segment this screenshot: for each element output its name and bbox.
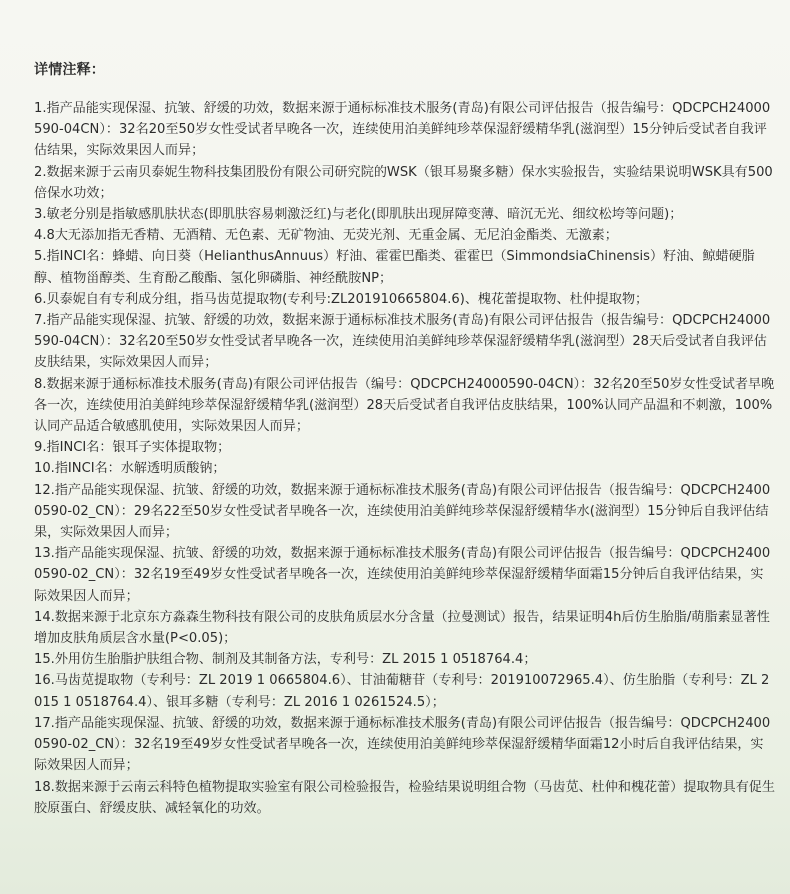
page-heading: 详情注释： xyxy=(34,62,105,78)
note-item: 13.指产品能实现保湿、抗皱、舒缓的功效，数据来源于通标标准技术服务(青岛)有限公司评估报告（报告编号：QDCPCH24000590-02_CN）：32名19至49岁女性受试者早晚各一次，连续使用泊美鲜纯珍萃保湿舒缓精华面霜15分钟后自我评估结果，实际效果因人而异； xyxy=(34,546,771,604)
note-item: 3.敏老分别是指敏感肌肤状态(即肌肤容易刺激泛红)与老化(即肌肤出现屏障变薄、暗沉无光、细纹松垮等问题)； xyxy=(34,207,683,223)
note-item: 1.指产品能实现保湿、抗皱、舒缓的功效，数据来源于通标标准技术服务(青岛)有限公司评估报告（报告编号：QDCPCH24000590-04CN）：32名20至50岁女性受试者早晚各一次，连续使用泊美鲜纯珍萃保湿舒缓精华乳(滋润型）15分钟后受试者自我评估结果，实际效果因人而异； xyxy=(34,101,771,159)
note-item: 15.外用仿生胎脂护肤组合物、制剂及其制备方法，专利号：ZL 2015 1 0518764.4； xyxy=(34,652,537,668)
note-item: 14.数据来源于北京东方淼森生物科技有限公司的皮肤角质层水分含量（拉曼测试）报告，结果证明4h后仿生胎脂/萌脂素显著性增加皮肤角质层含水量(P<0.05)； xyxy=(34,609,770,647)
note-item: 8.数据来源于通标标准技术服务(青岛)有限公司评估报告（编号：QDCPCH24000590-04CN）：32名20至50岁女性受试者早晚各一次，连续使用泊美鲜纯珍萃保湿舒缓精华乳(滋润型）28天后受试者自我评估皮肤结果，100%认同产品温和不刺激，100%认同产品适合敏感肌使用，实际效果因人而异； xyxy=(34,376,775,435)
note-item: 12.指产品能实现保湿、抗皱、舒缓的功效，数据来源于通标标准技术服务(青岛)有限公司评估报告（报告编号：QDCPCH24000590-02_CN）：29名22至50岁女性受试者早晚各一次，连续使用泊美鲜纯珍萃保湿舒缓精华水(滋润型）15分钟后自我评估结果，实际效果因人而异； xyxy=(34,482,771,541)
note-item: 10.指INCI名：水解透明质酸钠； xyxy=(34,461,226,477)
note-item: 17.指产品能实现保湿、抗皱、舒缓的功效，数据来源于通标标准技术服务(青岛)有限公司评估报告（报告编号：QDCPCH24000590-02_CN）：32名19至49岁女性受试者早晚各一次，连续使用泊美鲜纯珍萃保湿舒缓精华面霜12小时后自我评估结果，实际效果因人而异； xyxy=(34,715,771,774)
note-item: 9.指INCI名：银耳子实体提取物； xyxy=(34,440,231,456)
note-item: 16.马齿苋提取物（专利号：ZL 2019 1 0665804.6）、甘油葡糖苷（专利号：201910072965.4）、仿生胎脂（专利号：ZL 2015 1 0518764.4）、银耳多糖（专利号：ZL 2016 1 0261524.5）； xyxy=(34,673,770,710)
note-item: 18.数据来源于云南云科特色植物提取实验室有限公司检验报告，检验结果说明组合物（马齿苋、杜仲和槐花蕾）提取物具有促生胶原蛋白、舒缓皮肤、减轻氧化的功效。 xyxy=(34,779,775,816)
note-item: 4.8大无添加指无香精、无酒精、无色素、无矿物油、无荧光剂、无重金属、无尼泊金酯类、无激素； xyxy=(34,228,618,244)
note-item: 6.贝泰妮自有专利成分组，指马齿苋提取物(专利号:ZL201910665804.6)、槐花蕾提取物、杜仲提取物； xyxy=(34,291,649,307)
note-item: 7.指产品能实现保湿、抗皱、舒缓的功效，数据来源于通标标准技术服务(青岛)有限公司评估报告（报告编号：QDCPCH24000590-04CN）：32名20至50岁女性受试者早晚各一次，连续使用泊美鲜纯珍萃保湿舒缓精华乳(滋润型）28天后受试者自我评估皮肤结果，实际效果因人而异； xyxy=(34,313,771,371)
note-item: 2.数据来源于云南贝泰妮生物科技集团股份有限公司研究院的WSK（银耳易聚多糖）保水实验报告，实验结果说明WSK具有500倍保水功效； xyxy=(34,164,773,201)
notes-list xyxy=(34,98,776,819)
note-item: 5.指INCI名：蜂蜡、向日葵（HelianthusAnnuus）籽油、霍霍巴酯类、霍霍巴（SimmondsiaChinensis）籽油、鲸蜡硬脂醇、植物甾醇类、生育酚乙酸酯、氢化卵磷脂、神经酰胺NP； xyxy=(34,249,755,286)
